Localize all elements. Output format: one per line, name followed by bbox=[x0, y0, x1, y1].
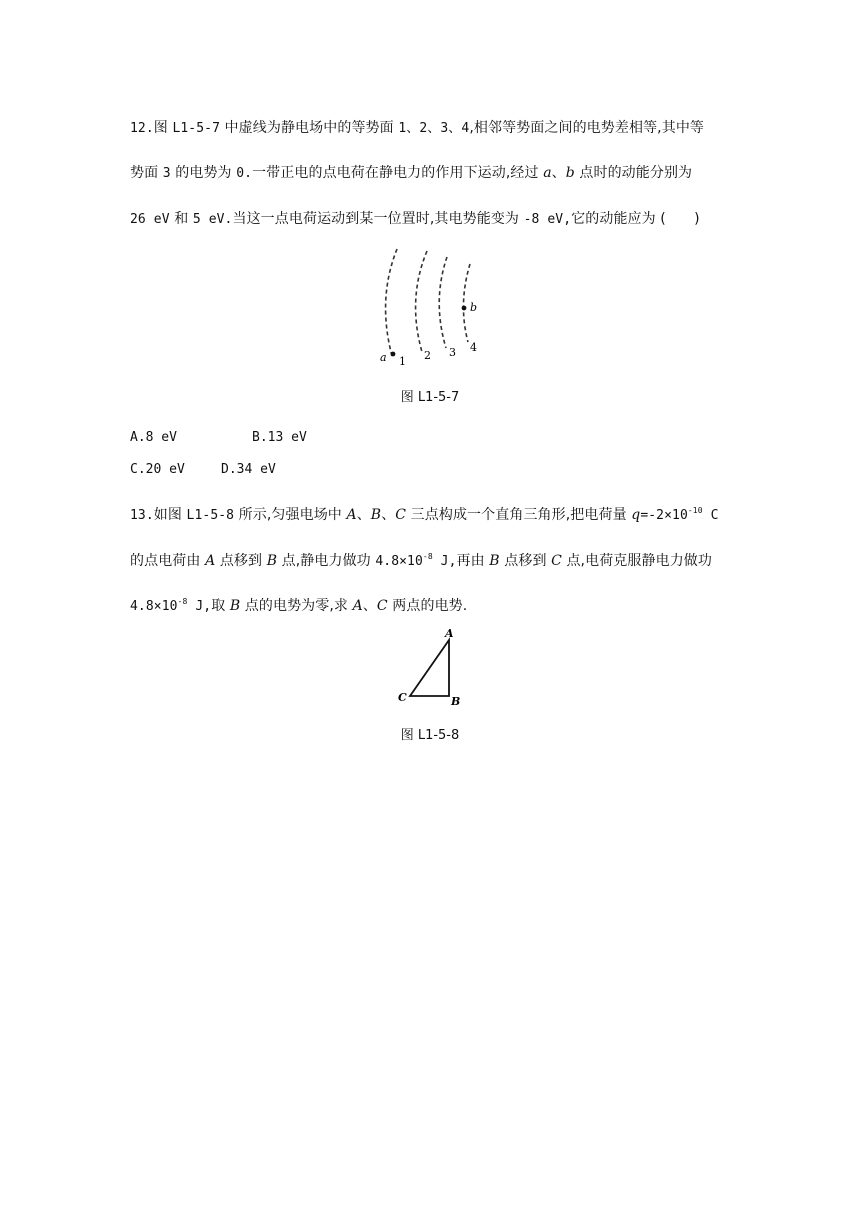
q13-text: 点移到 bbox=[215, 553, 267, 569]
q13-var: B bbox=[489, 553, 500, 569]
surface-label-4: 4 bbox=[470, 341, 477, 354]
q13-charge-value: =-2×10 bbox=[640, 508, 688, 523]
q12-text: 点时的动能分别为 bbox=[574, 165, 693, 181]
point-a-dot bbox=[391, 352, 396, 357]
equipotential-line-3 bbox=[439, 257, 447, 348]
q13-work-exponent: -8 bbox=[177, 597, 188, 606]
vertex-a-label: A bbox=[445, 627, 454, 640]
q12-energy: 26 eV bbox=[130, 212, 170, 227]
q13-text: 再由 bbox=[456, 553, 490, 569]
option-b: B.13 eV bbox=[252, 430, 307, 445]
q12-var-a: a bbox=[543, 165, 552, 181]
q13-number: 13. bbox=[130, 508, 154, 523]
q13-var: A bbox=[205, 553, 216, 569]
q13-text: 点,电荷克服静电力做功 bbox=[561, 553, 713, 569]
q13-text: 两点的电势. bbox=[387, 598, 468, 614]
q13-line-1 bbox=[130, 502, 719, 525]
option-c: C.20 eV bbox=[130, 462, 185, 477]
q12-surface-numbers: 1、2、3、4 bbox=[398, 121, 470, 136]
q13-text: 点,静电力做功 bbox=[277, 553, 376, 569]
q12-text: 图 bbox=[153, 120, 173, 136]
q13-var: C bbox=[395, 507, 407, 523]
q13-unit: J, bbox=[432, 554, 457, 569]
q12-line-1 bbox=[130, 119, 704, 138]
q12-var-b: b bbox=[565, 165, 575, 181]
q13-charge-exponent: -10 bbox=[687, 506, 703, 515]
equipotential-figure bbox=[370, 244, 490, 374]
q13-fig-ref: L1-5-8 bbox=[186, 508, 235, 523]
q12-text: 和 bbox=[169, 211, 193, 227]
q13-text: 点的电势为零,求 bbox=[240, 598, 353, 614]
q12-text: 中虚线为静电场中的等势面 bbox=[220, 120, 399, 136]
q13-work-value: 4.8×10 bbox=[130, 599, 178, 614]
q13-var: B bbox=[370, 507, 382, 523]
option-d: D.34 eV bbox=[221, 462, 276, 477]
q12-fig-ref: L1-5-7 bbox=[172, 121, 220, 136]
q13-text: 、 bbox=[381, 507, 396, 523]
equipotential-line-2 bbox=[416, 251, 427, 352]
q13-text: 的点电荷由 bbox=[130, 553, 206, 569]
q13-var: A bbox=[352, 598, 363, 614]
q12-line-2 bbox=[130, 164, 692, 183]
figure-caption-l1-5-7: 图 L1-5-7 bbox=[400, 390, 460, 405]
q12-text: 、 bbox=[551, 165, 566, 181]
q12-line-3 bbox=[130, 210, 700, 229]
q13-work-value: 4.8×10 bbox=[375, 554, 423, 569]
q13-line-2 bbox=[130, 548, 712, 571]
q12-energy: 5 eV. bbox=[192, 212, 233, 227]
q12-text: 的电势为 bbox=[170, 165, 237, 181]
triangle-abc bbox=[410, 640, 449, 696]
q13-unit: J, bbox=[187, 599, 212, 614]
point-b-dot bbox=[462, 306, 467, 311]
figure-caption-l1-5-8: 图 L1-5-8 bbox=[400, 728, 460, 743]
q12-energy: -8 eV, bbox=[523, 212, 572, 227]
vertex-b-label: B bbox=[451, 695, 461, 708]
q13-var: A bbox=[346, 507, 357, 523]
q12-text: ,相邻等势面之间的电势差相等,其中等 bbox=[469, 120, 705, 136]
q13-var: C bbox=[551, 553, 562, 569]
point-b-label: b bbox=[470, 301, 478, 314]
equipotential-line-1 bbox=[386, 249, 397, 356]
q13-text: 取 bbox=[211, 598, 230, 614]
q13-text: 如图 bbox=[153, 507, 187, 523]
q13-unit: C bbox=[702, 508, 719, 523]
q12-number: 12. bbox=[130, 121, 154, 136]
surface-label-3: 3 bbox=[449, 346, 456, 359]
q13-text: 、 bbox=[356, 507, 371, 523]
surface-label-1: 1 bbox=[399, 355, 406, 368]
q12-text: 一带正电的点电荷在静电力的作用下运动,经过 bbox=[252, 165, 544, 181]
q13-text: 三点构成一个直角三角形,把电荷量 bbox=[406, 507, 632, 523]
q13-var-q: q bbox=[631, 507, 641, 523]
q13-line-3 bbox=[130, 593, 467, 616]
surface-label-2: 2 bbox=[424, 349, 431, 362]
q13-text: 点移到 bbox=[499, 553, 552, 569]
right-triangle-figure bbox=[394, 626, 464, 710]
q13-work-exponent: -8 bbox=[422, 552, 433, 561]
point-a-label: a bbox=[380, 351, 387, 364]
q12-text: 它的动能应为 ( ) bbox=[571, 211, 700, 227]
q13-text: 所示,匀强电场中 bbox=[234, 507, 347, 523]
q12-text: 当这一点电荷运动到某一位置时,其电势能变为 bbox=[232, 211, 524, 227]
q12-num: 3 bbox=[162, 166, 171, 181]
q13-var: B bbox=[266, 553, 278, 569]
q13-var: B bbox=[229, 598, 241, 614]
option-a: A.8 eV bbox=[130, 430, 177, 445]
q12-num: 0. bbox=[236, 166, 253, 181]
vertex-c-label: C bbox=[398, 691, 407, 704]
q13-var: C bbox=[376, 598, 388, 614]
q12-text: 势面 bbox=[130, 165, 163, 181]
q13-text: 、 bbox=[362, 598, 377, 614]
